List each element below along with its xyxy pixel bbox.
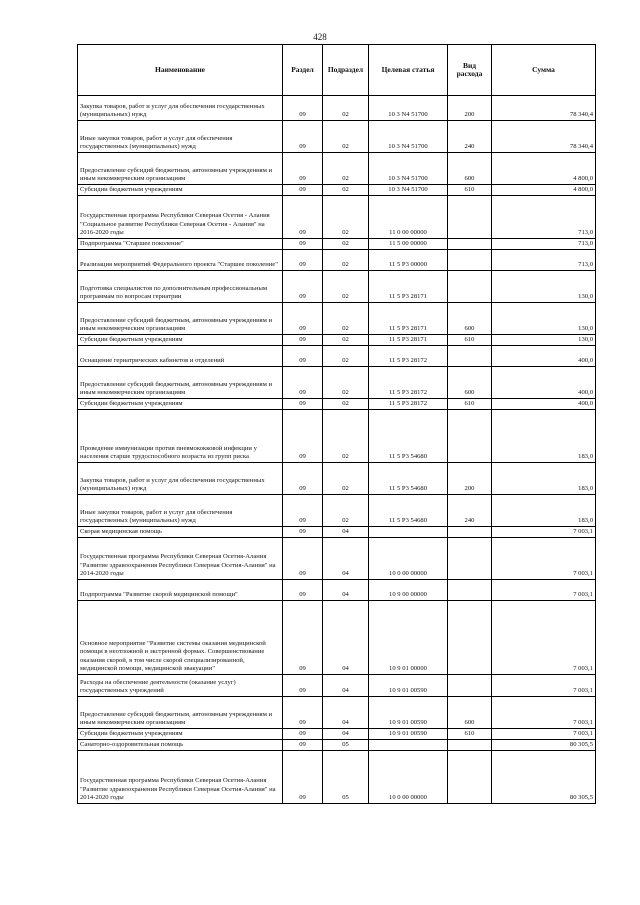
table-row [78, 538, 596, 580]
row-amount: 7 003,1 [492, 729, 596, 740]
row-section: 09 [283, 346, 323, 367]
row-name: Подпрограмма "Развитие скорой медицинской помощи" [78, 580, 283, 601]
row-name: Реализация мероприятий Федерального проекта "Старшее поколение" [78, 250, 283, 271]
row-subsection: 04 [323, 538, 369, 580]
row-target-item: 11 5 P3 54680 [369, 410, 448, 463]
row-section: 09 [283, 751, 323, 804]
row-amount: 4 800,0 [492, 153, 596, 185]
row-target-item: 10 3 N4 51700 [369, 121, 448, 153]
row-amount: 183,0 [492, 495, 596, 527]
row-amount: 713,0 [492, 250, 596, 271]
row-expense-type [448, 751, 492, 804]
table-row [78, 185, 596, 196]
table-row [78, 463, 596, 495]
table-row [78, 527, 596, 538]
row-section: 09 [283, 185, 323, 196]
row-expense-type [448, 346, 492, 367]
table-row [78, 346, 596, 367]
row-name: Предоставление субсидий бюджетным, автономным учреждениям и иным некоммерческим организациям [78, 697, 283, 729]
row-amount: 130,0 [492, 271, 596, 303]
row-target-item: 11 5 P3 00000 [369, 250, 448, 271]
row-expense-type [448, 538, 492, 580]
row-target-item [369, 527, 448, 538]
row-expense-type [448, 410, 492, 463]
row-subsection: 02 [323, 335, 369, 346]
row-expense-type: 600 [448, 367, 492, 399]
table-row [78, 729, 596, 740]
row-target-item: 11 5 P3 28172 [369, 399, 448, 410]
row-amount: 7 003,1 [492, 601, 596, 675]
row-name: Закупка товаров, работ и услуг для обеспечения государственных (муниципальных) нужд [78, 463, 283, 495]
row-section: 09 [283, 580, 323, 601]
row-subsection: 04 [323, 601, 369, 675]
row-subsection: 05 [323, 751, 369, 804]
row-target-item: 10 3 N4 51700 [369, 96, 448, 121]
row-target-item: 11 5 P3 28172 [369, 346, 448, 367]
row-subsection: 02 [323, 96, 369, 121]
row-target-item [369, 740, 448, 751]
table-row [78, 410, 596, 463]
row-name: Закупка товаров, работ и услуг для обеспечения государственных (муниципальных) нужд [78, 96, 283, 121]
row-name: Санаторно-оздоровительная помощь [78, 740, 283, 751]
header-subsection: Подраздел [323, 45, 369, 96]
row-expense-type: 240 [448, 495, 492, 527]
row-expense-type: 600 [448, 697, 492, 729]
row-name: Расходы на обеспечение деятельности (оказание услуг) государственных учреждений [78, 675, 283, 697]
row-expense-type [448, 601, 492, 675]
row-amount: 7 003,1 [492, 538, 596, 580]
row-target-item: 10 3 N4 51700 [369, 185, 448, 196]
row-name: Предоставление субсидий бюджетным, автономным учреждениям и иным некоммерческим организациям [78, 367, 283, 399]
table-row [78, 250, 596, 271]
row-expense-type: 610 [448, 729, 492, 740]
table-row [78, 271, 596, 303]
row-expense-type: 610 [448, 399, 492, 410]
row-subsection: 02 [323, 463, 369, 495]
page-number: 428 [313, 32, 327, 42]
row-amount: 713,0 [492, 239, 596, 250]
row-section: 09 [283, 303, 323, 335]
table-row [78, 495, 596, 527]
row-section: 09 [283, 729, 323, 740]
row-amount: 130,0 [492, 335, 596, 346]
row-amount: 130,0 [492, 303, 596, 335]
row-subsection: 02 [323, 410, 369, 463]
row-target-item: 11 5 P3 28171 [369, 335, 448, 346]
table-row [78, 367, 596, 399]
row-section: 09 [283, 239, 323, 250]
row-expense-type: 240 [448, 121, 492, 153]
row-target-item: 11 5 P3 28171 [369, 271, 448, 303]
table-row [78, 580, 596, 601]
row-subsection: 02 [323, 303, 369, 335]
row-name: Субсидии бюджетным учреждениям [78, 335, 283, 346]
row-section: 09 [283, 675, 323, 697]
table-row [78, 335, 596, 346]
row-name: Скорая медицинская помощь [78, 527, 283, 538]
row-subsection: 04 [323, 580, 369, 601]
row-subsection: 02 [323, 399, 369, 410]
row-subsection: 02 [323, 367, 369, 399]
row-section: 09 [283, 121, 323, 153]
row-target-item: 10 9 01 00590 [369, 697, 448, 729]
table-row [78, 697, 596, 729]
row-expense-type: 200 [448, 463, 492, 495]
table-row [78, 399, 596, 410]
row-section: 09 [283, 495, 323, 527]
row-target-item: 10 9 01 00000 [369, 601, 448, 675]
row-section: 09 [283, 601, 323, 675]
row-amount: 7 003,1 [492, 675, 596, 697]
row-amount: 400,0 [492, 399, 596, 410]
row-name: Оснащение гериатрических кабинетов и отделений [78, 346, 283, 367]
row-name: Государственная программа Республики Северная Осетия-Алания "Развитие здравоохранения Республики Северная Осетия-Алания" на 2014-2020 годы [78, 538, 283, 580]
table-header-row [78, 45, 596, 96]
header-target-item: Целевая статья [369, 45, 448, 96]
row-amount: 78 340,4 [492, 96, 596, 121]
row-name: Субсидии бюджетным учреждениям [78, 185, 283, 196]
table-row [78, 153, 596, 185]
row-expense-type [448, 271, 492, 303]
row-name: Субсидии бюджетным учреждениям [78, 729, 283, 740]
row-name: Государственная программа Республики Северная Осетия-Алания "Развитие здравоохранения Республики Северная Осетия-Алания" на 2014-2020 годы [78, 751, 283, 804]
row-section: 09 [283, 153, 323, 185]
row-target-item: 10 3 N4 51700 [369, 153, 448, 185]
row-expense-type [448, 675, 492, 697]
table-row [78, 303, 596, 335]
row-subsection: 04 [323, 527, 369, 538]
row-subsection: 05 [323, 740, 369, 751]
row-expense-type: 600 [448, 303, 492, 335]
row-subsection: 04 [323, 675, 369, 697]
row-amount: 7 003,1 [492, 580, 596, 601]
row-target-item: 11 5 P3 28171 [369, 303, 448, 335]
row-expense-type [448, 239, 492, 250]
row-name: Подготовка специалистов по дополнительным профессиональным программам по вопросам гериатрии [78, 271, 283, 303]
row-amount: 183,0 [492, 410, 596, 463]
row-subsection: 02 [323, 271, 369, 303]
table-row [78, 96, 596, 121]
row-name: Предоставление субсидий бюджетным, автономным учреждениям и иным некоммерческим организациям [78, 153, 283, 185]
row-subsection: 04 [323, 697, 369, 729]
row-subsection: 02 [323, 495, 369, 527]
row-name: Проведение иммунизации против пневмококковой инфекции у населения старше трудоспособного возраста из групп риска [78, 410, 283, 463]
row-expense-type [448, 250, 492, 271]
table-row [78, 239, 596, 250]
row-section: 09 [283, 335, 323, 346]
row-target-item: 10 9 01 00590 [369, 729, 448, 740]
table-row [78, 675, 596, 697]
row-target-item: 10 9 00 00000 [369, 580, 448, 601]
row-section: 09 [283, 250, 323, 271]
row-target-item: 11 0 00 00000 [369, 196, 448, 239]
row-subsection: 02 [323, 121, 369, 153]
row-subsection: 02 [323, 185, 369, 196]
row-amount: 400,0 [492, 367, 596, 399]
table-body [78, 96, 596, 804]
row-section: 09 [283, 196, 323, 239]
row-target-item: 11 5 00 00000 [369, 239, 448, 250]
row-expense-type: 600 [448, 153, 492, 185]
row-target-item: 11 5 P3 54680 [369, 495, 448, 527]
table-row [78, 740, 596, 751]
row-name: Подпрограмма "Старшее поколение" [78, 239, 283, 250]
row-section: 09 [283, 527, 323, 538]
row-expense-type [448, 580, 492, 601]
table-row [78, 601, 596, 675]
row-target-item: 11 5 P3 54680 [369, 463, 448, 495]
row-target-item: 10 0 00 00000 [369, 538, 448, 580]
row-name: Субсидии бюджетным учреждениям [78, 399, 283, 410]
row-subsection: 04 [323, 729, 369, 740]
row-amount: 78 340,4 [492, 121, 596, 153]
row-target-item: 10 9 01 00590 [369, 675, 448, 697]
budget-table [77, 44, 596, 804]
row-name: Иные закупки товаров, работ и услуг для обеспечения государственных (муниципальных) нужд [78, 495, 283, 527]
row-expense-type: 610 [448, 335, 492, 346]
row-name: Иные закупки товаров, работ и услуг для обеспечения государственных (муниципальных) нужд [78, 121, 283, 153]
row-name: Основное мероприятие "Развитие системы оказания медицинской помощи в неотложной и экстренной формах. Совершенствование оказания скорой, в том числе скорой специализированной, медицинской помощи, медицинской эвакуации" [78, 601, 283, 675]
table-row [78, 121, 596, 153]
row-subsection: 02 [323, 346, 369, 367]
table-row [78, 196, 596, 239]
row-name: Государственная программа Республики Северная Осетия - Алания "Социальное развитие Республики Северная Осетия - Алания" на 2016-2020 годы [78, 196, 283, 239]
row-name: Предоставление субсидий бюджетным, автономным учреждениям и иным некоммерческим организациям [78, 303, 283, 335]
row-target-item: 10 0 00 00000 [369, 751, 448, 804]
row-amount: 400,0 [492, 346, 596, 367]
row-expense-type [448, 527, 492, 538]
row-expense-type: 200 [448, 96, 492, 121]
row-section: 09 [283, 740, 323, 751]
table-row [78, 751, 596, 804]
row-amount: 80 305,5 [492, 740, 596, 751]
row-amount: 7 003,1 [492, 697, 596, 729]
row-section: 09 [283, 96, 323, 121]
row-amount: 80 305,5 [492, 751, 596, 804]
row-section: 09 [283, 367, 323, 399]
row-section: 09 [283, 463, 323, 495]
row-amount: 7 003,1 [492, 527, 596, 538]
header-expense-type: Вид расхода [448, 45, 492, 96]
row-expense-type: 610 [448, 185, 492, 196]
row-subsection: 02 [323, 250, 369, 271]
header-name: Наименование [78, 45, 283, 96]
row-expense-type [448, 740, 492, 751]
row-section: 09 [283, 538, 323, 580]
row-amount: 183,0 [492, 463, 596, 495]
row-section: 09 [283, 271, 323, 303]
row-section: 09 [283, 410, 323, 463]
row-expense-type [448, 196, 492, 239]
header-amount: Сумма [492, 45, 596, 96]
row-subsection: 02 [323, 239, 369, 250]
header-section: Раздел [283, 45, 323, 96]
row-subsection: 02 [323, 153, 369, 185]
row-section: 09 [283, 399, 323, 410]
row-section: 09 [283, 697, 323, 729]
row-amount: 713,0 [492, 196, 596, 239]
row-amount: 4 800,0 [492, 185, 596, 196]
row-target-item: 11 5 P3 28172 [369, 367, 448, 399]
row-subsection: 02 [323, 196, 369, 239]
